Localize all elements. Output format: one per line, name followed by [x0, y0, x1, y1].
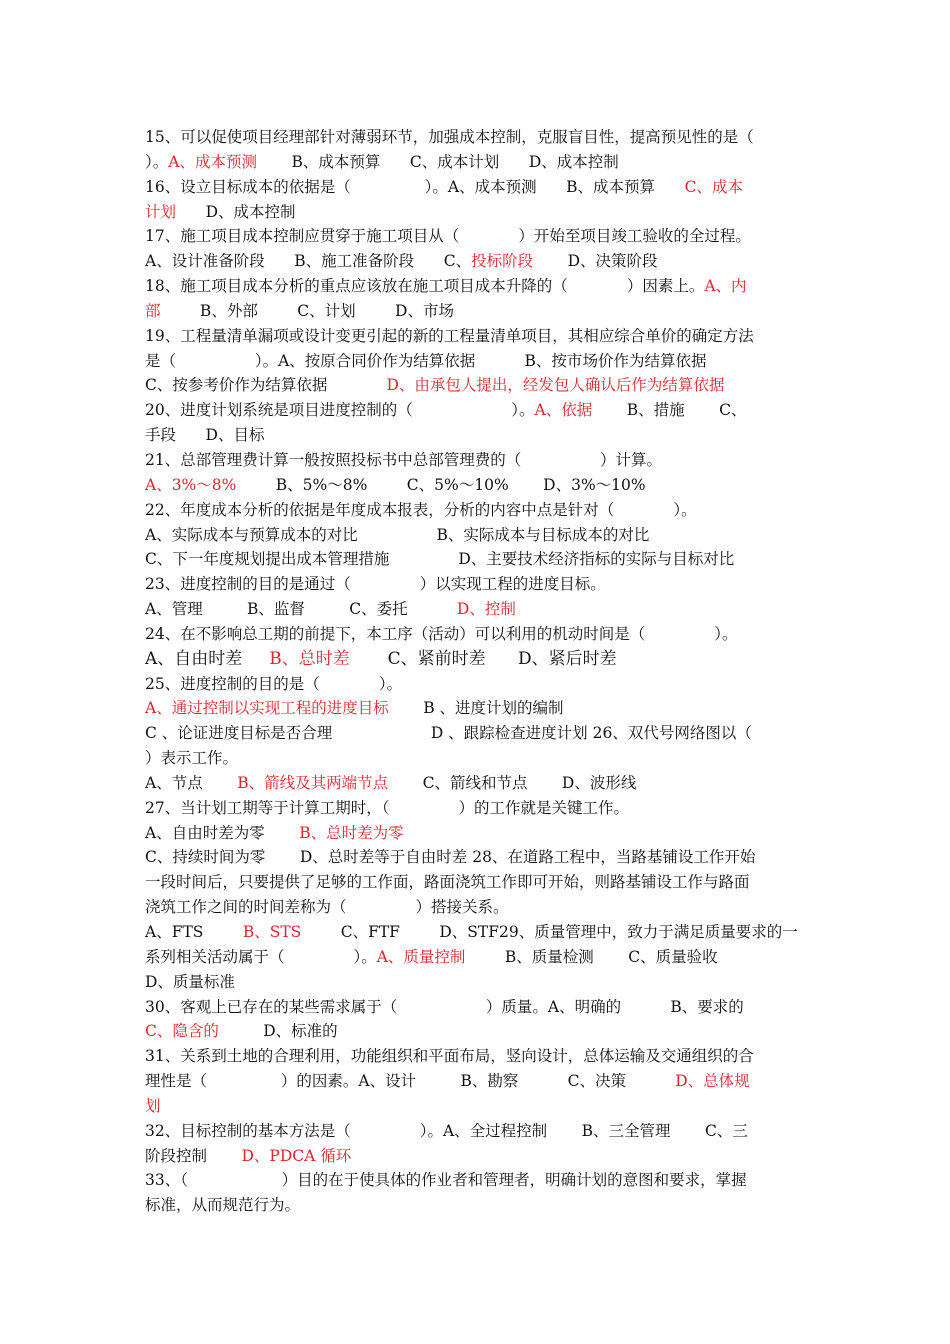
- text-segment: 是（ ）。A、按原合同价作为结算依据 B、按市场价作为结算依据: [145, 351, 707, 370]
- text-segment: 24、在不影响总工期的前提下，本工序（活动）可以利用的机动时间是（ ）。: [145, 624, 738, 643]
- text-line: [145, 1193, 810, 1218]
- text-segment: A、设计准备阶段 B、施工准备阶段 C、: [145, 252, 472, 271]
- answer-highlight: 计划: [145, 202, 177, 221]
- text-segment: C、下一年度规划提出成本管理措施 D、主要技术经济指标的实际与目标对比: [145, 550, 735, 569]
- text-segment: 32、目标控制的基本方法是（ ）。A、全过程控制 B、三全管理 C、三: [145, 1121, 748, 1140]
- text-segment: ）表示工作。: [145, 749, 239, 768]
- text-segment: B 、进度计划的编制: [388, 699, 564, 718]
- text-segment: 标准，从而规范行为。: [145, 1196, 301, 1215]
- answer-highlight: 划: [145, 1096, 161, 1115]
- answer-highlight: A、成本预测: [168, 152, 257, 171]
- text-segment: 23、进度控制的目的是通过（ ）以实现工程的进度目标。: [145, 575, 606, 594]
- text-line: [145, 1168, 810, 1193]
- text-line: [145, 572, 810, 597]
- text-segment: ）。: [145, 152, 169, 171]
- text-line: [145, 920, 810, 945]
- text-segment: 一段时间后，只要提供了足够的工作面，路面浇筑工作即可开始，则路基铺设工作与路面: [145, 873, 750, 892]
- text-segment: B、质量检测 C、质量验收: [465, 947, 718, 966]
- text-line: [145, 200, 810, 225]
- answer-highlight: D、总体规: [675, 1072, 750, 1091]
- text-segment: 31、关系到土地的合理利用，功能组织和平面布局，竖向设计，总体运输及交通组织的合: [145, 1047, 754, 1066]
- answer-highlight: D、PDCA 循环: [241, 1146, 352, 1165]
- answer-highlight: B、总时差: [269, 648, 350, 669]
- text-line: [145, 150, 810, 175]
- text-segment: 理性是（ ）的因素。A、设计 B、勘察 C、决策: [145, 1072, 676, 1091]
- text-line: [145, 249, 810, 274]
- text-segment: 浇筑工作之间的时间差称为（ ）搭接关系。: [145, 898, 509, 917]
- text-line: [145, 746, 810, 771]
- text-segment: 21、总部管理费计算一般按照投标书中总部管理费的（ ）计算。: [145, 450, 663, 469]
- text-line: [145, 324, 810, 349]
- text-line: [145, 373, 810, 398]
- text-segment: 系列相关活动属于（ ）。: [145, 947, 377, 966]
- text-line: [145, 274, 810, 299]
- text-line: [145, 1094, 810, 1119]
- text-line: [145, 821, 810, 846]
- text-line: [145, 945, 810, 970]
- text-line: [145, 796, 810, 821]
- text-line: [145, 349, 810, 374]
- text-segment: 阶段控制: [145, 1146, 242, 1165]
- text-line: [145, 1119, 810, 1144]
- answer-highlight: C、成本: [684, 177, 743, 196]
- answer-highlight: C、隐含的: [145, 1022, 219, 1041]
- answer-highlight: A、3%～8%: [145, 475, 237, 494]
- text-segment: C、持续时间为零 D、总时差等于自由时差 28、在道路工程中，当路基铺设工作开始: [145, 848, 756, 867]
- text-segment: 27、当计划工期等于计算工期时，（ ）的工作就是关键工作。: [145, 798, 629, 817]
- text-segment: 22、年度成本分析的依据是年度成本报表，分析的内容中点是针对（ ）。: [145, 500, 697, 519]
- text-segment: D、决策阶段: [533, 252, 658, 271]
- text-line: [145, 125, 810, 150]
- text-line: [145, 845, 810, 870]
- text-line: [145, 224, 810, 249]
- text-segment: 20、进度计划系统是项目进度控制的（ ）。: [145, 401, 535, 420]
- text-segment: 手段 D、目标: [145, 426, 265, 445]
- text-segment: 19、工程量清单漏项或设计变更引起的新的工程量清单项目，其相应综合单价的确定方法: [145, 326, 754, 345]
- text-segment: C、箭线和节点 D、波形线: [388, 773, 637, 792]
- text-segment: A、自由时差为零: [145, 823, 300, 842]
- text-segment: 18、施工项目成本分析的重点应该放在施工项目成本升降的（ ）因素上。: [145, 277, 705, 296]
- text-segment: A、节点: [145, 773, 238, 792]
- text-segment: C、FTF D、STF29、质量管理中，致力于满足质量要求的一: [301, 923, 798, 941]
- text-line: [145, 398, 810, 423]
- text-segment: B、措施 C、: [592, 401, 747, 420]
- text-segment: 30、客观上已存在的某些需求属于（ ）质量。A、明确的 B、要求的: [145, 997, 744, 1016]
- text-segment: A、管理 B、监督 C、委托: [145, 600, 457, 619]
- answer-highlight: A、依据: [534, 401, 593, 420]
- text-segment: D、成本控制: [176, 202, 296, 221]
- text-line: [145, 299, 810, 324]
- text-line: [145, 498, 810, 523]
- answer-highlight: A、通过控制以实现工程的进度目标: [145, 699, 389, 718]
- text-line: [145, 895, 810, 920]
- text-line: [145, 622, 810, 647]
- text-segment: C、按参考价作为结算依据: [145, 376, 387, 395]
- text-line: [145, 672, 810, 697]
- text-segment: C、紧前时差 D、紧后时差: [349, 648, 617, 669]
- text-line: [145, 547, 810, 572]
- text-line: [145, 721, 810, 746]
- answer-highlight: 投标阶段: [471, 252, 534, 271]
- text-segment: 33、（ ）目的在于使具体的作业者和管理者，明确计划的意图和要求，掌握: [145, 1171, 747, 1190]
- text-segment: B、外部 C、计划 D、市场: [160, 301, 454, 320]
- text-line: [145, 523, 810, 548]
- text-line: [145, 1144, 810, 1169]
- answer-highlight: B、总时差为零: [299, 823, 404, 842]
- text-segment: 16、设立目标成本的依据是（ ）。A、成本预测 B、成本预算: [145, 177, 685, 196]
- text-segment: A、实际成本与预算成本的对比 B、实际成本与目标成本的对比: [145, 525, 650, 544]
- text-line: [145, 970, 810, 995]
- text-line: [145, 870, 810, 895]
- text-segment: 25、进度控制的目的是（ ）。: [145, 674, 403, 693]
- text-segment: B、成本预算 C、成本计划 D、成本控制: [256, 152, 619, 171]
- text-line: [145, 995, 810, 1020]
- question-text-body: [145, 125, 810, 1218]
- text-line: [145, 1019, 810, 1044]
- text-line: [145, 771, 810, 796]
- text-line: [145, 696, 810, 721]
- text-segment: A、FTS: [145, 923, 243, 941]
- text-line: [145, 448, 810, 473]
- text-line: [145, 175, 810, 200]
- text-line: [145, 1069, 810, 1094]
- text-line: [145, 597, 810, 622]
- text-line: [145, 473, 810, 498]
- text-segment: A、自由时差: [145, 648, 270, 669]
- answer-highlight: B、STS: [242, 923, 302, 941]
- text-line: [145, 1044, 810, 1069]
- text-segment: D、质量标准: [145, 972, 235, 991]
- text-line: [145, 423, 810, 448]
- answer-highlight: D、控制: [456, 600, 516, 619]
- answer-highlight: D、由承包人提出，经发包人确认后作为结算依据: [386, 376, 725, 395]
- text-line: [145, 647, 810, 672]
- text-segment: 15、可以促使项目经理部针对薄弱环节，加强成本控制，克服盲目性，提高预见性的是（: [145, 128, 754, 146]
- text-segment: D、标准的: [218, 1022, 338, 1041]
- answer-highlight: B、箭线及其两端节点: [237, 773, 389, 792]
- answer-highlight: A、内: [704, 277, 747, 296]
- text-segment: C 、论证进度目标是否合理 D 、跟踪检查进度计划 26、双代号网络图以（: [145, 724, 752, 743]
- text-segment: B、5%～8% C、5%～10% D、3%～10%: [236, 475, 646, 494]
- answer-highlight: 部: [145, 301, 161, 320]
- answer-highlight: A、质量控制: [376, 947, 466, 966]
- text-segment: 17、施工项目成本控制应贯穿于施工项目从（ ）开始至项目竣工验收的全过程。: [145, 227, 751, 246]
